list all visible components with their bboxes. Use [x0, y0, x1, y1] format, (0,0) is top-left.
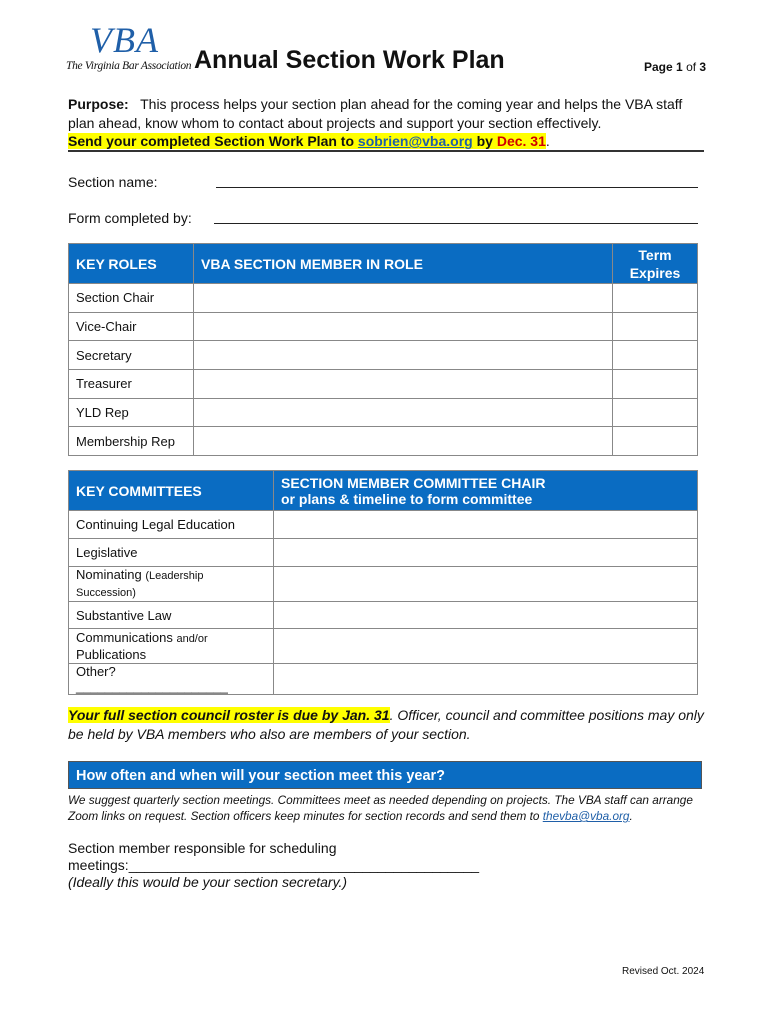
form-completed-input[interactable] — [214, 223, 698, 224]
table-row — [69, 602, 698, 629]
committee-label: Legislative — [69, 539, 274, 567]
header-committee-chair-line1: SECTION MEMBER COMMITTEE CHAIR — [281, 474, 546, 491]
scheduling-hint: (Ideally this would be your section secretary.) — [68, 874, 348, 890]
scheduling-field — [68, 840, 708, 891]
page-of: of — [686, 60, 697, 74]
committee-label — [69, 567, 274, 602]
nominating-label: Nominating — [76, 567, 142, 582]
email-link[interactable]: sobrien@vba.org — [357, 133, 473, 149]
nominating-note: (Leadership Succession) — [76, 570, 204, 599]
table-row — [69, 664, 698, 695]
purpose-label: Purpose: — [68, 96, 129, 112]
send-prefix: Send your completed Section Work Plan to — [68, 133, 355, 149]
table-row — [69, 284, 698, 313]
table-row — [69, 539, 698, 567]
role-label: Vice-Chair — [69, 312, 194, 341]
committee-label — [69, 629, 274, 664]
suggest-text: We suggest quarterly section meetings. Committees meet as needed depending on projects. The VBA staff can arrange Zoom links on request. Section officers keep minutes for section records and send them to — [68, 793, 693, 823]
role-label: Treasurer — [69, 370, 194, 399]
form-completed-field — [68, 210, 192, 226]
table-row — [69, 427, 698, 456]
table-row — [69, 312, 698, 341]
committee-label: Substantive Law — [69, 602, 274, 629]
page-total: 3 — [699, 60, 707, 74]
member-cell[interactable] — [194, 284, 613, 313]
term-cell[interactable] — [613, 427, 698, 456]
member-cell[interactable] — [194, 398, 613, 427]
header-committee-chair — [274, 471, 698, 511]
table-row — [69, 567, 698, 602]
section-name-field — [68, 174, 158, 190]
committee-label: Other?_____________________ — [69, 664, 274, 695]
suggest-period: . — [629, 809, 633, 823]
roster-text: . Officer, council and committee positions may only be held by VBA members who also are members of your section. — [68, 707, 704, 742]
member-cell[interactable] — [194, 312, 613, 341]
communications-label: Communications — [76, 629, 173, 645]
publications-label: Publications — [76, 646, 147, 662]
term-cell[interactable] — [613, 370, 698, 399]
page-number — [644, 60, 706, 74]
section-name-label: Section name: — [68, 174, 158, 190]
page-current: 1 — [676, 60, 683, 74]
form-completed-label: Form completed by: — [68, 210, 192, 226]
page-label: Page — [644, 60, 673, 74]
roster-highlight: Your full section council roster is due by Jan. 31 — [68, 707, 390, 723]
chair-cell[interactable] — [274, 602, 698, 629]
table-header-row — [69, 471, 698, 511]
committee-label: Continuing Legal Education — [69, 511, 274, 539]
vba-logo — [66, 20, 192, 74]
header-member-in-role: VBA SECTION MEMBER IN ROLE — [194, 244, 613, 284]
table-row — [69, 511, 698, 539]
meetings-heading: How often and when will your section meet this year? — [68, 761, 702, 789]
communications-note: and/or — [176, 632, 208, 645]
chair-cell[interactable] — [274, 511, 698, 539]
term-cell[interactable] — [613, 398, 698, 427]
term-cell[interactable] — [613, 341, 698, 370]
role-label: Secretary — [69, 341, 194, 370]
page-title: Annual Section Work Plan — [194, 46, 505, 74]
table-row — [69, 370, 698, 399]
term-cell[interactable] — [613, 312, 698, 341]
send-period: . — [545, 133, 550, 149]
header-key-roles: KEY ROLES — [69, 244, 194, 284]
meetings-suggestion — [68, 792, 708, 824]
chair-cell[interactable] — [274, 567, 698, 602]
table-row — [69, 398, 698, 427]
role-label: Membership Rep — [69, 427, 194, 456]
role-label: YLD Rep — [69, 398, 194, 427]
revised-date: Revised Oct. 2024 — [622, 966, 705, 977]
purpose-paragraph — [68, 95, 708, 151]
key-committees-table — [68, 470, 698, 695]
chair-cell[interactable] — [274, 539, 698, 567]
member-cell[interactable] — [194, 370, 613, 399]
logo-mark: VBA — [90, 20, 159, 60]
thevba-email-link[interactable]: thevba@vba.org — [542, 809, 630, 823]
purpose-text: This process helps your section plan ahead for the coming year and helps the VBA staff plan ahead, know whom to contact about projects and support your section effectively. — [68, 96, 683, 131]
role-label: Section Chair — [69, 284, 194, 313]
member-cell[interactable] — [194, 341, 613, 370]
logo-subtitle: The Virginia Bar Association — [66, 60, 192, 72]
divider — [68, 150, 704, 152]
send-by: by — [476, 133, 493, 149]
header-committee-chair-line2: or plans & timeline to form committee — [281, 490, 533, 507]
scheduling-label[interactable]: Section member responsible for scheduling meetings:_____________________________________________ — [68, 840, 480, 873]
member-cell[interactable] — [194, 427, 613, 456]
roster-note — [68, 706, 708, 744]
key-roles-table — [68, 243, 698, 456]
table-row — [69, 341, 698, 370]
deadline: Dec. 31 — [496, 133, 546, 149]
table-header-row — [69, 244, 698, 284]
chair-cell[interactable] — [274, 629, 698, 664]
table-row — [69, 629, 698, 664]
header-key-committees: KEY COMMITTEES — [69, 471, 274, 511]
chair-cell[interactable] — [274, 664, 698, 695]
term-cell[interactable] — [613, 284, 698, 313]
send-instruction — [68, 133, 546, 149]
header-term-expires: Term Expires — [613, 244, 698, 284]
section-name-input[interactable] — [216, 187, 698, 188]
